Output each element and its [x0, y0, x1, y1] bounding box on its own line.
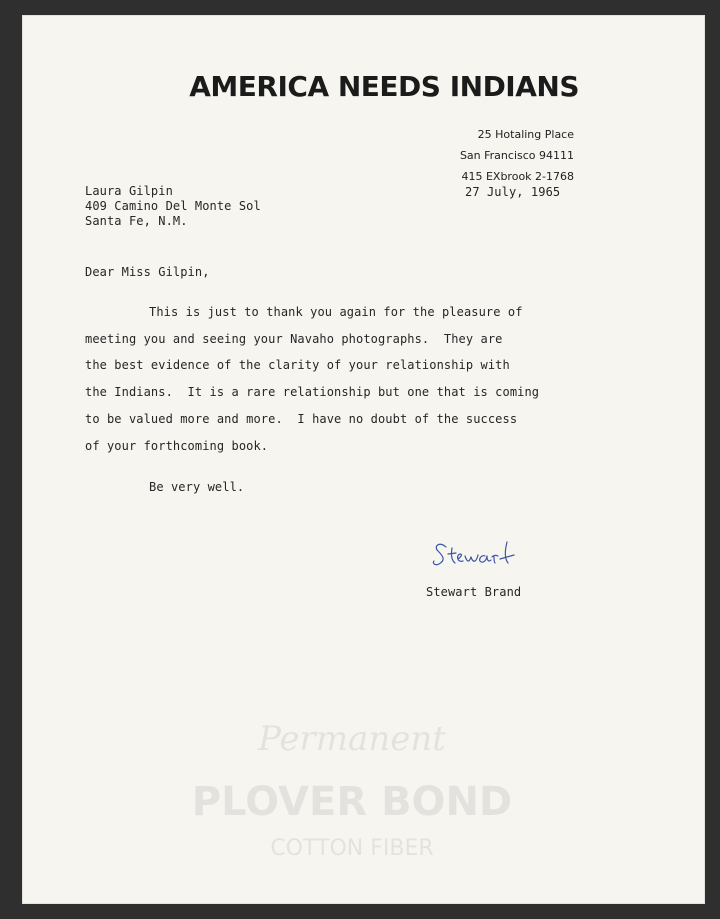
recipient-city: Santa Fe, N.M. [85, 214, 188, 228]
letter-page [22, 15, 705, 904]
body-line: meeting you and seeing your Navaho photographs. They are [85, 332, 503, 346]
body-line: the Indians. It is a rare relationship but one that is coming [85, 385, 540, 399]
closing: Be very well. [149, 480, 245, 494]
letterhead-address-line1: 25 Hotaling Place [477, 128, 574, 141]
typed-signature-name: Stewart Brand [426, 585, 522, 599]
body-line: to be valued more and more. I have no doubt of the success [85, 412, 518, 426]
body-line: of your forthcoming book. [85, 439, 269, 453]
svg-text:PLOVER BOND: PLOVER BOND [192, 779, 513, 825]
letterhead-address-line2: San Francisco 94111 [459, 149, 574, 162]
salutation: Dear Miss Gilpin, [85, 265, 210, 279]
svg-text:Permanent: Permanent [258, 719, 446, 759]
paper-watermark [192, 695, 522, 895]
letterhead-phone: 415 EXbrook 2-1768 [461, 170, 574, 183]
handwritten-signature [430, 534, 540, 574]
svg-text:COTTON FIBER: COTTON FIBER [270, 836, 434, 861]
body-line: This is just to thank you again for the pleasure of [149, 305, 523, 319]
recipient-street: 409 Camino Del Monte Sol [85, 199, 261, 213]
recipient-name: Laura Gilpin [85, 184, 173, 198]
letter-date: 27 July, 1965 [465, 185, 561, 199]
body-line: the best evidence of the clarity of your relationship with [85, 358, 510, 372]
letterhead-title: AMERICA NEEDS INDIANS [189, 70, 579, 103]
